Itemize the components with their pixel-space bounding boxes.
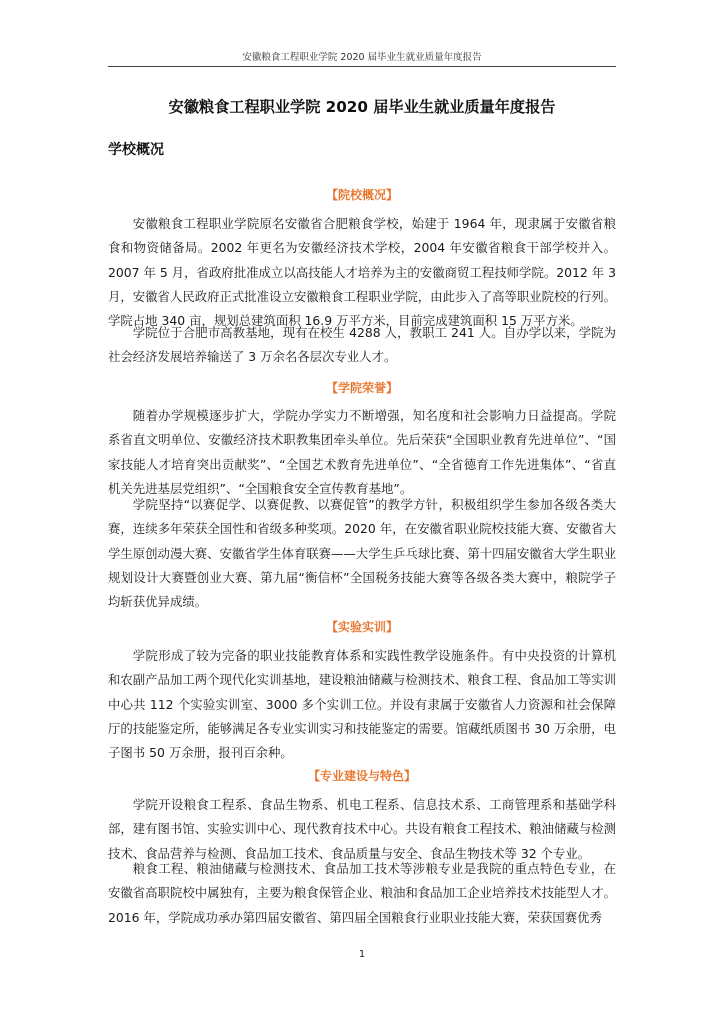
paragraph-honors-competitions: 学院坚持“以赛促学、以赛促教、以赛促管”的教学方针，积极组织学生参加各级各类大赛，连续多年荣获全国性和省级多种奖项。2020 年，在安徽省职业院校技能大赛、安徽省大学生原创动漫大赛、安徽省学生体育联赛——大学生乒乓球比赛、第十四届安徽省大学生职业规划设计大赛暨创业大赛、第九届“衡信杯”全国税务技能大赛等各级各类大赛中，粮院学子均斩获优异成绩。 <box>108 497 617 610</box>
header-divider <box>108 66 616 67</box>
subsection-heading-majors: 【专业建设与特色】 <box>307 769 416 783</box>
subsection-heading-training: 【实验实训】 <box>325 620 398 634</box>
paragraph-honors-titles: 随着办学规模逐步扩大，学院办学实力不断增强，知名度和社会影响力日益提高。学院系省直文明单位、安徽经济技术职教集团牵头单位。先后荣获“全国职业教育先进单位”、“国家技能人才培育突出贡献奖”、“全国艺术教育先进单位”、“全省德育工作先进集体”、“省直机关先进基层党组织”、“全国粮食安全宣传教育基地”。 <box>108 408 616 496</box>
section-heading: 学校概况 <box>108 142 164 158</box>
paragraph-overview-history: 安徽粮食工程职业学院原名安徽省合肥粮食学校，始建于 1964 年，现隶属于安徽省粮食和物资储备局。2002 年更名为安徽经济技术学校，2004 年安徽省粮食干部学校并入。2007 年 5 月，省政府批准成立以高技能人才培养为主的安徽商贸工程技师学院。2012 年 3 月，安徽省人民政府正式批准设立安徽粮食工程职业学院，由此步入了高等职业院校的行列。学院占地 340 亩，规划总建筑面积 16.9 万平方米，目前完成建筑面积 15 万平方米。 <box>108 216 617 329</box>
paragraph-majors-featured: 粮食工程、粮油储藏与检测技术、食品加工技术等涉粮专业是我院的重点特色专业，在安徽省高职院校中属独有，主要为粮食保管企业、粮油和食品加工企业培养技术技能型人才。2016 年，学院成功承办第四届安徽省、第四届全国粮食行业职业技能大赛，荣获国赛优秀 <box>108 861 617 925</box>
paragraph-majors-departments: 学院开设粮食工程系、食品生物系、机电工程系、信息技术系、工商管理系和基础学科部，建有图书馆、实验实训中心、现代教育技术中心。共设有粮食工程技术、粮油储藏与检测技术、食品营养与检测、食品加工技术、食品质量与安全、食品生物技术等 32 个专业。 <box>108 797 617 861</box>
paragraph-overview-location: 学院位于合肥市高教基地，现有在校生 4288 人，教职工 241 人。自办学以来，学院为社会经济发展培养输送了 3 万余名各层次专业人才。 <box>108 325 616 365</box>
subsection-heading-overview: 【院校概况】 <box>325 188 398 202</box>
page-number: 1 <box>358 949 366 960</box>
subsection-heading-honors: 【学院荣誉】 <box>325 381 398 395</box>
running-header: 安徽粮食工程职业学院 2020 届毕业生就业质量年度报告 <box>242 52 482 63</box>
paragraph-training-facilities: 学院形成了较为完备的职业技能教育体系和实践性教学设施条件。有中央投资的计算机和农副产品加工两个现代化实训基地，建设粮油储藏与检测技术、粮食工程、食品加工等实训中心共 112 个实验实训室、3000 多个实训工位。并设有隶属于安徽省人力资源和社会保障厅的技能鉴定所，能够满足各专业实训实习和技能鉴定的需要。馆藏纸质图书 30 万余册，电子图书 50 万余册，报刊百余种。 <box>108 648 617 761</box>
document-title: 安徽粮食工程职业学院 2020 届毕业生就业质量年度报告 <box>168 98 556 116</box>
